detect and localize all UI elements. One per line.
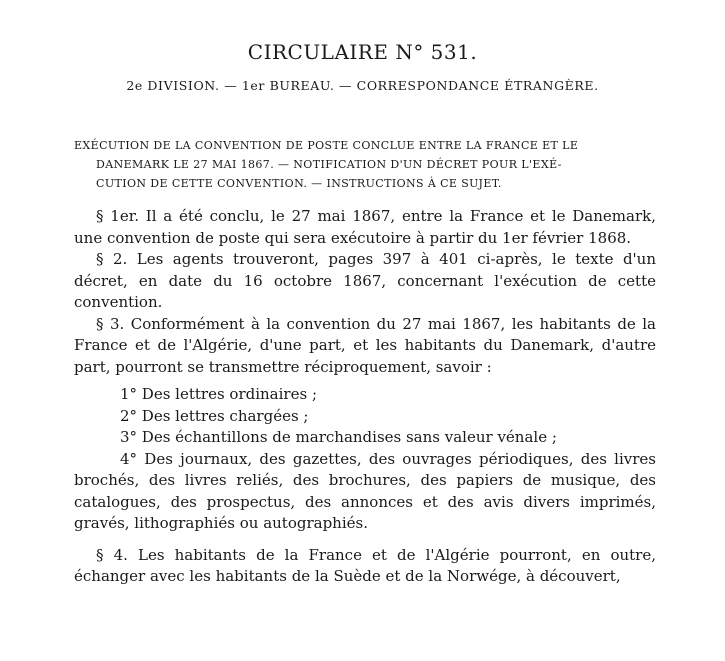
circular-title: CIRCULAIRE N° 531. bbox=[247, 40, 478, 64]
heading-line: EXÉCUTION DE LA CONVENTION DE POSTE CONCLUE ENTRE LA FRANCE ET LE bbox=[74, 139, 579, 152]
list-item: 2° Des lettres chargées ; bbox=[120, 406, 309, 425]
heading-line: DANEMARK LE 27 MAI 1867. — NOTIFICATION D'UN DÉCRET POUR L'EXÉ- bbox=[96, 158, 562, 171]
list-item: 3° Des échantillons de marchandises sans valeur vénale ; bbox=[120, 428, 557, 446]
item-list bbox=[74, 384, 656, 535]
division-subtitle: 2e DIVISION. — 1er BUREAU. — CORRESPONDANCE ÉTRANGÈRE. bbox=[126, 78, 599, 93]
heading-line: CUTION DE CETTE CONVENTION. — INSTRUCTIONS À CE SUJET. bbox=[96, 177, 502, 190]
paragraph-1: § 1er. Il a été conclu, le 27 mai 1867, entre la France et le Danemark, une convention de poste qui sera exécutoire à partir du 1er février 1868. bbox=[74, 207, 656, 247]
list-item: 1° Des lettres ordinaires ; bbox=[120, 385, 317, 403]
list-item: 4° Des journaux, des gazettes, des ouvrages périodiques, des livres brochés, des livres reliés, des brochures, des papiers de musique, des catalogues, des prospectus, des annonces et des avis divers imprimés, gravés, lithographiés ou autographiés. bbox=[74, 449, 656, 532]
paragraph-2: § 2. Les agents trouveront, pages 397 à 401 ci-après, le texte d'un décret, en date du 16 octobre 1867, concernant l'exécution de cette convention. bbox=[74, 250, 656, 311]
section-heading bbox=[74, 136, 664, 193]
paragraph-3: § 3. Conformément à la convention du 27 mai 1867, les habitants de la France et de l'Algérie, d'une part, et les habitants du Danemark, d'autre part, pourront se transmettre réciproquement, savoir : bbox=[74, 314, 656, 376]
paragraph-4: § 4. Les habitants de la France et de l'Algérie pourront, en outre, échanger avec les habitants de la Suède et de la Norwége, à découvert, bbox=[74, 545, 656, 585]
document-body bbox=[74, 206, 656, 588]
